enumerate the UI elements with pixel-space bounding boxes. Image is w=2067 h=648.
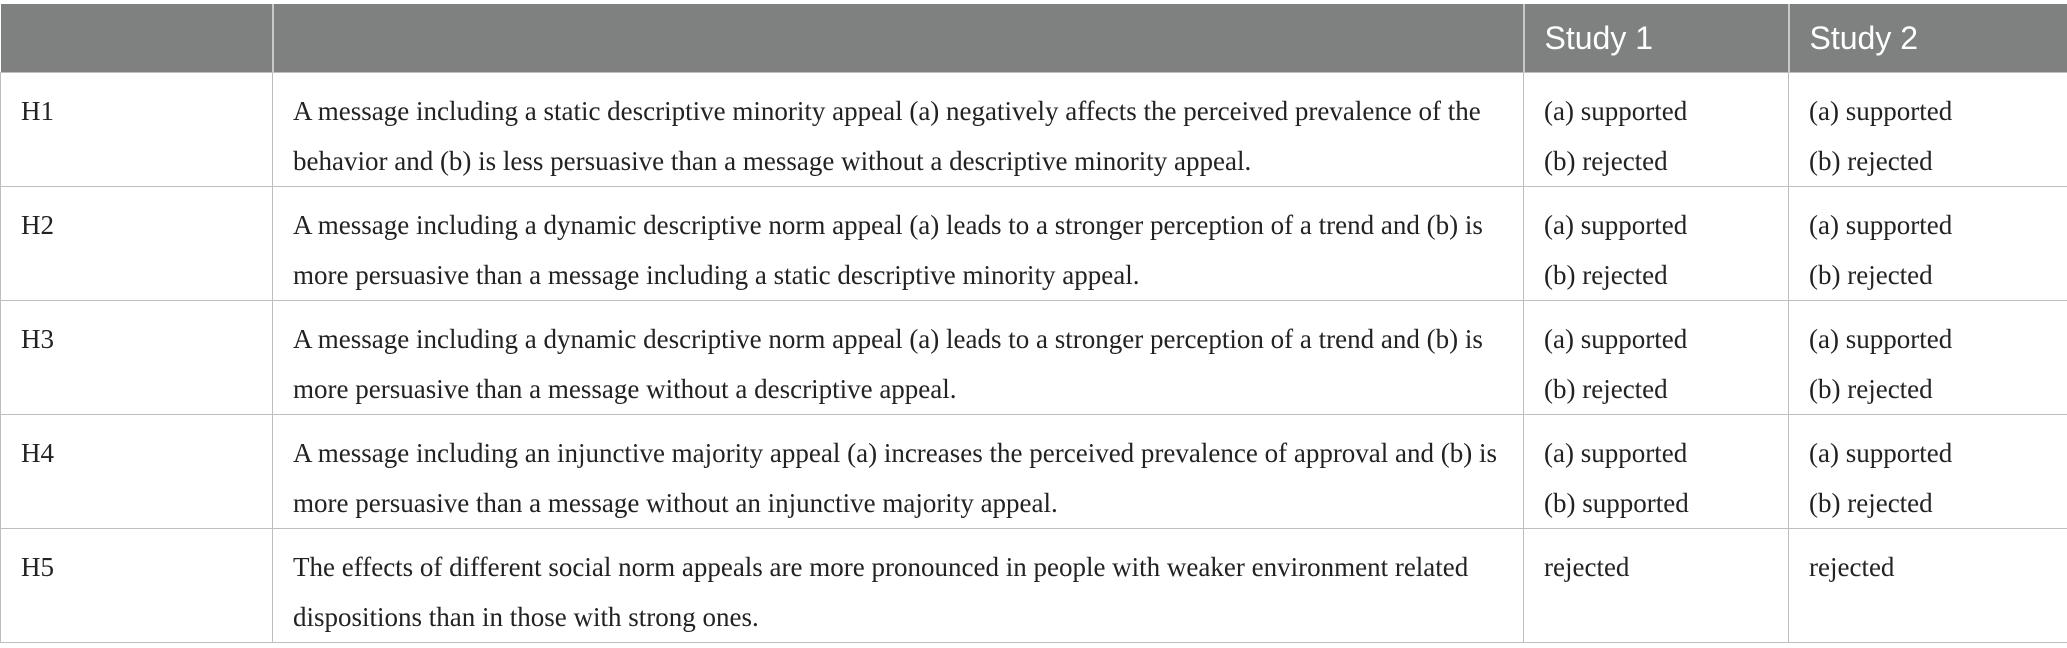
- table-row: [1, 73, 2067, 187]
- hypothesis-id: H2: [1, 187, 273, 301]
- result-line: (a) supported: [1544, 438, 1688, 468]
- study-1-result: [1524, 529, 1789, 643]
- result-line: (a) supported: [1809, 210, 1953, 240]
- result-line: (a) supported: [1809, 96, 1953, 126]
- result-line: (b) rejected: [1809, 146, 1933, 176]
- result-line: (b) supported: [1544, 488, 1689, 518]
- hypothesis-id: H1: [1, 73, 273, 187]
- table-row: [1, 301, 2067, 415]
- study-2-result: [1789, 73, 2067, 187]
- result-line: rejected: [1544, 552, 1630, 582]
- hypothesis-id: H5: [1, 529, 273, 643]
- study-1-result: [1524, 301, 1789, 415]
- header-hypothesis-text: [273, 4, 1524, 73]
- table-row: [1, 529, 2067, 643]
- hypothesis-id: H3: [1, 301, 273, 415]
- result-line: (a) supported: [1544, 210, 1688, 240]
- result-line: (a) supported: [1809, 438, 1953, 468]
- result-line: (b) rejected: [1809, 374, 1933, 404]
- hypotheses-table-container: [0, 4, 2067, 643]
- header-hypothesis-id: [1, 4, 273, 73]
- study-2-result: [1789, 529, 2067, 643]
- result-line: (a) supported: [1544, 96, 1688, 126]
- hypothesis-text: A message including a dynamic descriptive norm appeal (a) leads to a stronger perception of a trend and (b) is more persuasive than a message without a descriptive appeal.: [273, 301, 1524, 415]
- study-2-result: [1789, 415, 2067, 529]
- result-line: (b) rejected: [1544, 374, 1668, 404]
- hypothesis-text: A message including an injunctive majority appeal (a) increases the perceived prevalence of approval and (b) is more persuasive than a message without an injunctive majority appeal.: [273, 415, 1524, 529]
- study-2-result: [1789, 301, 2067, 415]
- hypothesis-text: A message including a static descriptive minority appeal (a) negatively affects the perceived prevalence of the behavior and (b) is less persuasive than a message without a descriptive minority appeal.: [273, 73, 1524, 187]
- study-1-result: [1524, 187, 1789, 301]
- table-row: [1, 415, 2067, 529]
- study-1-result: [1524, 73, 1789, 187]
- result-line: (b) rejected: [1809, 260, 1933, 290]
- header-row: [1, 4, 2067, 73]
- header-study-2: Study 2: [1789, 4, 2067, 73]
- hypothesis-id: H4: [1, 415, 273, 529]
- result-line: (b) rejected: [1544, 260, 1668, 290]
- table-body: [1, 73, 2067, 643]
- study-2-result: [1789, 187, 2067, 301]
- hypotheses-table: [0, 4, 2067, 643]
- table-header: [1, 4, 2067, 73]
- table-row: [1, 187, 2067, 301]
- result-line: (a) supported: [1544, 324, 1688, 354]
- result-line: (b) rejected: [1809, 488, 1933, 518]
- result-line: (b) rejected: [1544, 146, 1668, 176]
- result-line: rejected: [1809, 552, 1895, 582]
- hypothesis-text: The effects of different social norm appeals are more pronounced in people with weaker environment related dispositions than in those with strong ones.: [273, 529, 1524, 643]
- hypothesis-text: A message including a dynamic descriptive norm appeal (a) leads to a stronger perception of a trend and (b) is more persuasive than a message including a static descriptive minority appeal.: [273, 187, 1524, 301]
- study-1-result: [1524, 415, 1789, 529]
- header-study-1: Study 1: [1524, 4, 1789, 73]
- result-line: (a) supported: [1809, 324, 1953, 354]
